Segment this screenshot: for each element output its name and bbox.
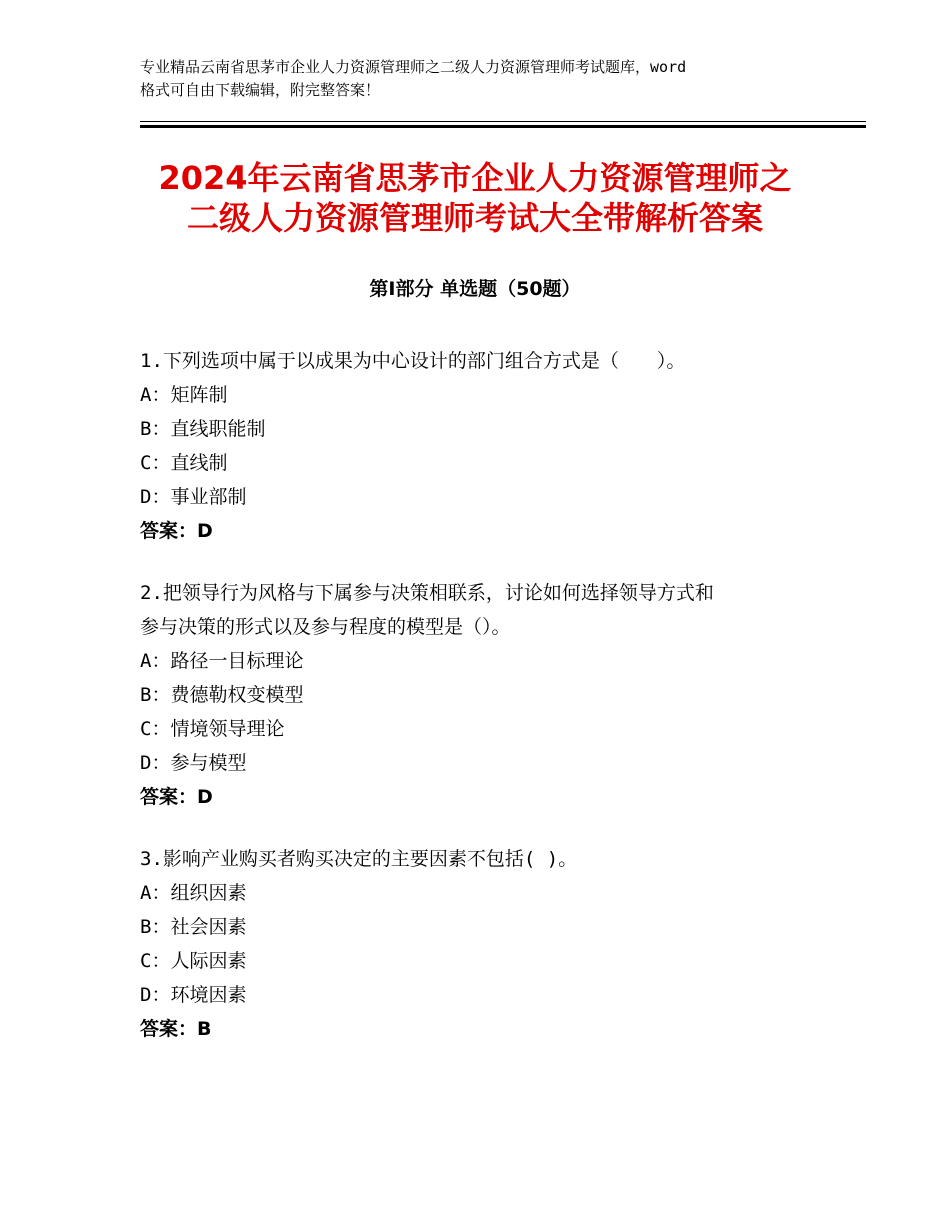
option-b: B：费德勒权变模型 bbox=[140, 684, 304, 706]
question-1 bbox=[140, 344, 830, 548]
option-b: B：社会因素 bbox=[140, 916, 247, 938]
option-d: D：事业部制 bbox=[140, 486, 247, 508]
question-stem bbox=[140, 576, 830, 644]
header-note-line-2: 格式可自由下载编辑，附完整答案！ bbox=[140, 81, 381, 99]
option-a: A：矩阵制 bbox=[140, 384, 228, 406]
question-stem-line: 3.影响产业购买者购买决定的主要因素不包括( )。 bbox=[140, 848, 578, 870]
header-divider-thick bbox=[140, 125, 866, 128]
section-title: 第Ⅰ部分 单选题（50题） bbox=[369, 278, 581, 300]
option-c: C：直线制 bbox=[140, 452, 228, 474]
document-title bbox=[100, 158, 850, 238]
option-b: B：直线职能制 bbox=[140, 418, 266, 440]
option-a: A：路径一目标理论 bbox=[140, 650, 304, 672]
question-2 bbox=[140, 576, 830, 814]
option-d: D：参与模型 bbox=[140, 752, 247, 774]
question-stem-line: 1.下列选项中属于以成果为中心设计的部门组合方式是（ ）。 bbox=[140, 350, 686, 372]
document-title-line-2: 二级人力资源管理师考试大全带解析答案 bbox=[186, 199, 763, 237]
document-title-line-1: 2024年云南省思茅市企业人力资源管理师之 bbox=[158, 159, 792, 197]
answer-label: 答案：B bbox=[140, 1018, 212, 1040]
question-stem bbox=[140, 344, 830, 378]
question-stem bbox=[140, 842, 830, 876]
option-c: C：情境领导理论 bbox=[140, 718, 285, 740]
question-stem-line: 2.把领导行为风格与下属参与决策相联系，讨论如何选择领导方式和 bbox=[140, 582, 714, 604]
option-a: A：组织因素 bbox=[140, 882, 247, 904]
option-d: D：环境因素 bbox=[140, 984, 247, 1006]
question-list bbox=[140, 344, 830, 1074]
header-divider-thin bbox=[140, 121, 866, 122]
question-3 bbox=[140, 842, 830, 1046]
answer-label: 答案：D bbox=[140, 520, 213, 542]
answer-label: 答案：D bbox=[140, 786, 213, 808]
option-c: C：人际因素 bbox=[140, 950, 247, 972]
question-stem-line: 参与决策的形式以及参与程度的模型是（）。 bbox=[140, 616, 511, 638]
header-note-line-1: 专业精品云南省思茅市企业人力资源管理师之二级人力资源管理师考试题库，word bbox=[140, 58, 687, 76]
header-note bbox=[140, 56, 830, 102]
